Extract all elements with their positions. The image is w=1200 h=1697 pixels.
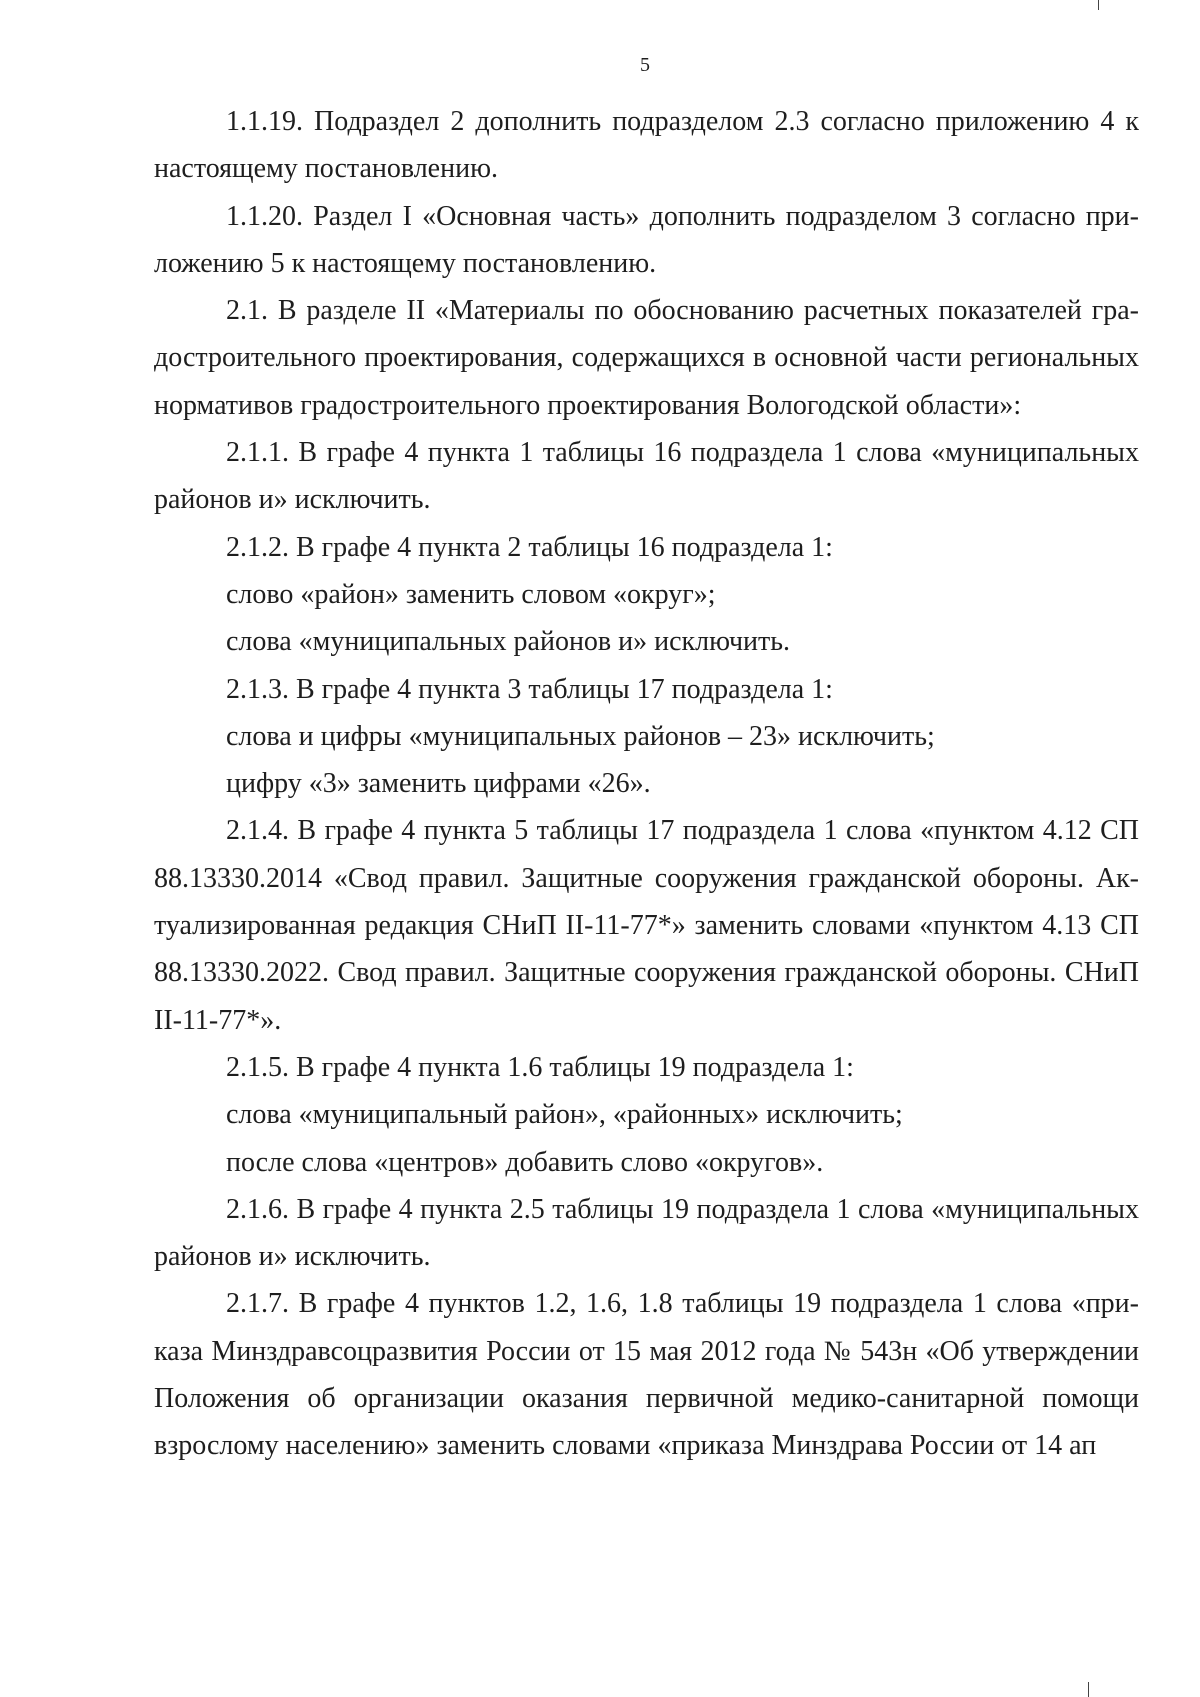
- scan-mark-top: [1098, 0, 1099, 10]
- paragraph-2-1-3-item-1: слова и цифры «муниципальных районов – 23» исключить;: [226, 720, 935, 752]
- paragraph-2-1-2-item-2: слова «муниципальных районов и» исключить.: [226, 626, 791, 658]
- paragraph-2-1: 2.1. В разделе II «Материалы по обоснованию расчетных показателей градостроительного проектирования, содержащихся в основной части региональных нормативов градостроительного проектирования Вологодской области»:: [154, 295, 1139, 421]
- paragraph-2-1-6: 2.1.6. В графе 4 пункта 2.5 таблицы 19 подраздела 1 слова «муниципальных районов и» исключить.: [154, 1193, 1139, 1273]
- paragraph-2-1-1: 2.1.1. В графе 4 пункта 1 таблицы 16 подраздела 1 слова «муниципальных районов и» исключить.: [154, 437, 1139, 516]
- paragraph-2-1-3-item-2: цифру «3» заменить цифрами «26».: [226, 768, 651, 800]
- paragraph-2-1-2: 2.1.2. В графе 4 пункта 2 таблицы 16 подраздела 1:: [226, 531, 833, 563]
- scan-mark-bottom: [1088, 1682, 1089, 1697]
- paragraph-2-1-3: 2.1.3. В графе 4 пункта 3 таблицы 17 подраздела 1:: [226, 673, 833, 705]
- paragraph-2-1-5: 2.1.5. В графе 4 пункта 1.6 таблицы 19 подраздела 1:: [226, 1051, 854, 1083]
- paragraph-1-1-20: 1.1.20. Раздел I «Основная часть» дополнить подразделом 3 согласно приложению 5 к настоящему постановлению.: [154, 200, 1139, 279]
- paragraph-2-1-5-item-1: слова «муниципальный район», «районных» исключить;: [226, 1099, 903, 1131]
- page-number: 5: [640, 54, 650, 76]
- paragraph-2-1-7: 2.1.7. В графе 4 пунктов 1.2, 1.6, 1.8 таблицы 19 подраздела 1 слова «приказа Минздравсоцразвития России от 15 мая 2012 года № 543н «Об утверждении Положения об организации оказания первичной медико-санитарной помощи взрослому населению» заменить словами «приказа Минздрава России от 14 ап: [154, 1288, 1139, 1462]
- paragraph-1-1-19: 1.1.19. Подраздел 2 дополнить подразделом 2.3 согласно приложению 4 к настоящему постановлению.: [154, 106, 1139, 185]
- document-body: [154, 98, 1139, 1470]
- paragraph-2-1-4: 2.1.4. В графе 4 пункта 5 таблицы 17 подраздела 1 слова «пунктом 4.12 СП 88.13330.2014 «Свод правил. Защитные сооружения гражданской обороны. Актуализированная редакция СНиП II-11-77*» заменить словами «пунктом 4.13 СП 88.13330.2022. Свод правил. Защитные сооружения гражданской обороны. СНиП II-11-77*».: [154, 815, 1139, 1036]
- paragraph-2-1-5-item-2: после слова «центров» добавить слово «округов».: [226, 1146, 824, 1178]
- paragraph-2-1-2-item-1: слово «район» заменить словом «округ»;: [226, 578, 716, 610]
